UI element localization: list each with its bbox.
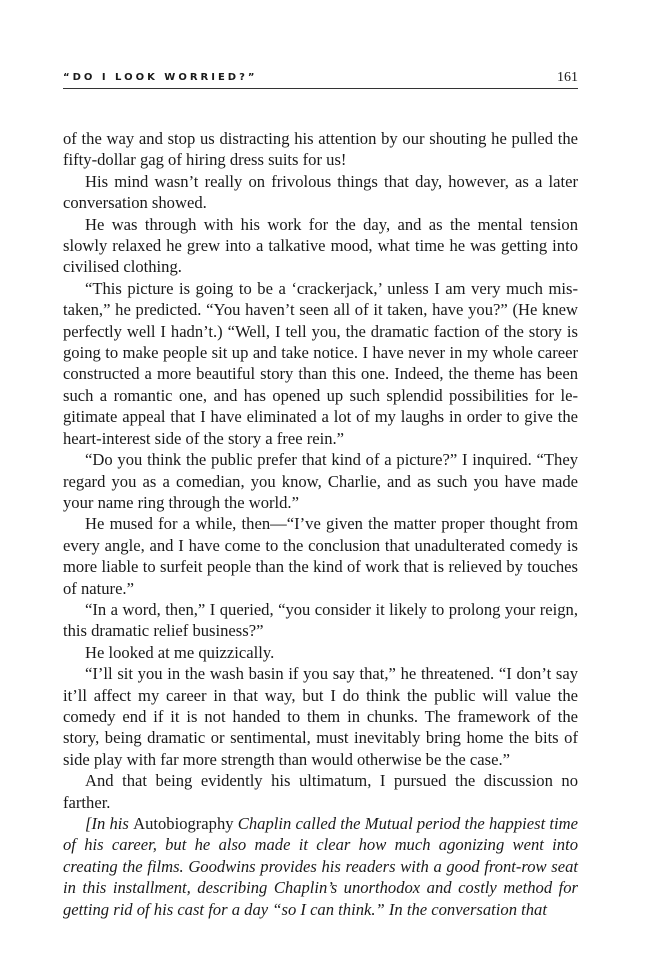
editorial-note-text: Chaplin called the Mutual period the happiest time of his career, but he also made it clear how much agonizing went into creating the films. Goodwins provides his readers with a good front-row seat in this installment, describing Chaplin’s unorthodox and costly method for getting rid of his cast for a day “so I can think.” In the conversation that [63,814,578,919]
paragraph: “This picture is going to be a ‘crackerjack,’ unless I am very much mistaken,” he predicted. “You haven’t seen all of it taken, have you?” (He knew perfectly well I hadn’t.) “Well, I tell you, the dramatic faction of the story is going to make people sit up and take notice. I have never in my whole career constructed a more beautiful story than this one. Indeed, the theme has been such a romantic one, and has opened up such splendid possibilities for legitimate appeal that I have eliminated a lot of my laughs in order to give the heart-interest side of the story a free rein.” [63,278,578,448]
paragraph: He looked at me quizzically. [85,642,275,662]
paragraph: “I’ll sit you in the wash basin if you say that,” he threatened. “I don’t say it’ll affect my career in that way, but I do think the public will value the comedy end if it is not handed to them in chunks. The framework of the story, being dramatic or sentimental, must inevitably bring home the bits of side play with far more strength than would otherwise be the case.” [63,664,578,769]
page-number: 161 [557,70,578,85]
paragraph: His mind wasn’t really on frivolous things that day, however, as a later conversation showed. [63,171,578,213]
paragraph: He was through with his work for the day, and as the mental tension slowly relaxed he grew into a talkative mood, what time he was getting into civilised clothing. [63,214,578,277]
paragraph: And that being evidently his ultimatum, I pursued the discussion no farther. [63,771,578,812]
running-title: “DO I LOOK WORRIED?” [63,72,258,83]
book-title: Autobiography [133,814,234,833]
paragraph: He mused for a while, then—“I’ve given the matter proper thought from every angle, and I have come to the conclusion that unadulterated comedy is more liable to surfeit people than the kind of work that is relieved by touches of nature.” [63,514,578,598]
paragraph: “Do you think the public prefer that kind of a picture?” I inquired. “They regard you as a comedian, you know, Charlie, and as such you have made your name ring through the world.” [63,450,578,512]
editorial-note [63,813,578,920]
running-header [63,70,578,89]
paragraph: “In a word, then,” I queried, “you consider it likely to prolong your reign, this dramatic relief business?” [63,599,578,641]
paragraph-continued: of the way and stop us distracting his attention by our shouting he pulled the fifty-dollar gag of hiring dress suits for us! [63,129,578,170]
body-text [63,128,578,920]
editorial-note-lead: [In his [85,814,134,833]
